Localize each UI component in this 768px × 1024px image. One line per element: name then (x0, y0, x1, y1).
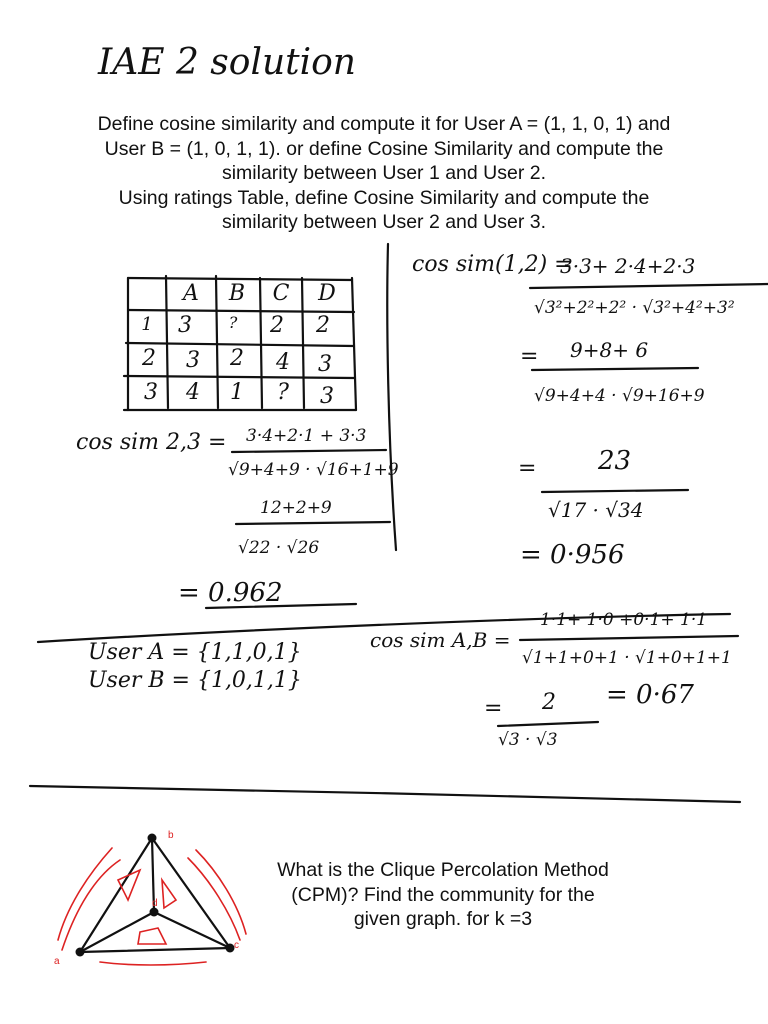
question-1-line: similarity between User 1 and User 2. (221, 162, 547, 184)
table-cell: 3 (318, 352, 332, 377)
result: = 0·67 (606, 680, 694, 710)
equation-lhs: cos sim(1,2) = (412, 252, 573, 277)
user-b-vector: User B = {1,0,1,1} (88, 668, 302, 693)
question-1-line: User B = (1, 0, 1, 1). or define Cosine Similarity and compute the (104, 137, 664, 160)
numerator: 9+8+ 6 (570, 338, 649, 362)
table-cell: ? (228, 313, 238, 332)
table-cell: 2 (270, 313, 284, 338)
table-header-cell: D (318, 281, 336, 306)
numerator: 1·1+ 1·0 +0·1+ 1·1 (540, 610, 708, 630)
numerator: 2 (542, 690, 556, 715)
numerator: 3·3+ 2·4+2·3 (560, 254, 696, 278)
denominator: √17 · √34 (548, 498, 644, 522)
equation-lhs: cos sim A,B = (370, 628, 511, 652)
denominator: √9+4+4 · √9+16+9 (534, 386, 705, 406)
denominator: √3 · √3 (498, 730, 558, 750)
graph-node-label: a (54, 956, 60, 967)
numerator: 3·4+2·1 + 3·3 (246, 426, 367, 446)
denominator: √1+1+0+1 · √1+0+1+1 (522, 648, 732, 668)
table-cell: 4 (276, 350, 290, 375)
graph-node-label: c (234, 940, 239, 951)
numerator: 12+2+9 (260, 498, 332, 518)
table-header-cell: A (183, 281, 199, 306)
table-cell: 2 (230, 346, 244, 371)
question-2-line: What is the Clique Percolation Method (277, 859, 609, 881)
fraction-bar (530, 284, 768, 288)
table-header-cell: C (272, 281, 290, 306)
table-cell: 3 (178, 313, 192, 338)
equals: = (518, 456, 537, 481)
fraction-bar (520, 636, 738, 640)
fraction-bar (232, 450, 386, 452)
question-1-line: Using ratings Table, define Cosine Similarity and compute the (118, 186, 650, 209)
graph-node-a (76, 948, 85, 957)
table-cell: ? (277, 380, 289, 405)
table-cell: 1 (230, 380, 244, 405)
equation-lhs: cos sim 2,3 = (76, 430, 227, 455)
numerator: 23 (598, 446, 632, 476)
question-1-line: Define cosine similarity and compute it for User A = (1, 1, 0, 1) and (97, 113, 671, 135)
table-header-cell: B (228, 281, 246, 306)
user-a-vector: User A = {1,1,0,1} (88, 640, 302, 665)
table-row-label: 1 (141, 314, 153, 335)
table-cell: 4 (186, 380, 200, 405)
page-title: IAE 2 solution (98, 42, 356, 83)
question-2-line: given graph. for k =3 (353, 908, 533, 930)
equals: = (520, 344, 539, 369)
column-divider (387, 244, 396, 550)
graph-node-label: b (168, 830, 174, 841)
fraction-bar (236, 522, 390, 524)
fraction-bar (542, 490, 688, 492)
denominator: √9+4+9 · √16+1+9 (228, 460, 399, 480)
section-separator (30, 786, 740, 802)
question-2 (268, 858, 618, 932)
table-row-label: 3 (144, 380, 158, 405)
denominator: √22 · √26 (238, 538, 320, 558)
question-2-line: (CPM)? Find the community for the (291, 883, 595, 906)
table-cell: 2 (316, 313, 330, 338)
table-row-label: 2 (142, 346, 156, 371)
table-cell: 3 (320, 384, 334, 409)
table-cell: 3 (186, 348, 200, 373)
fraction-bar (498, 722, 598, 726)
result: = 0·956 (520, 540, 625, 570)
question-1-line: similarity between User 2 and User 3. (221, 211, 547, 233)
graph-node-b (148, 834, 157, 843)
graph-node-label: d (152, 898, 158, 909)
result: = 0.962 (178, 578, 283, 608)
fraction-bar (532, 368, 698, 370)
denominator: √3²+2²+2² · √3²+4²+3² (534, 298, 735, 318)
equals: = (484, 696, 503, 721)
